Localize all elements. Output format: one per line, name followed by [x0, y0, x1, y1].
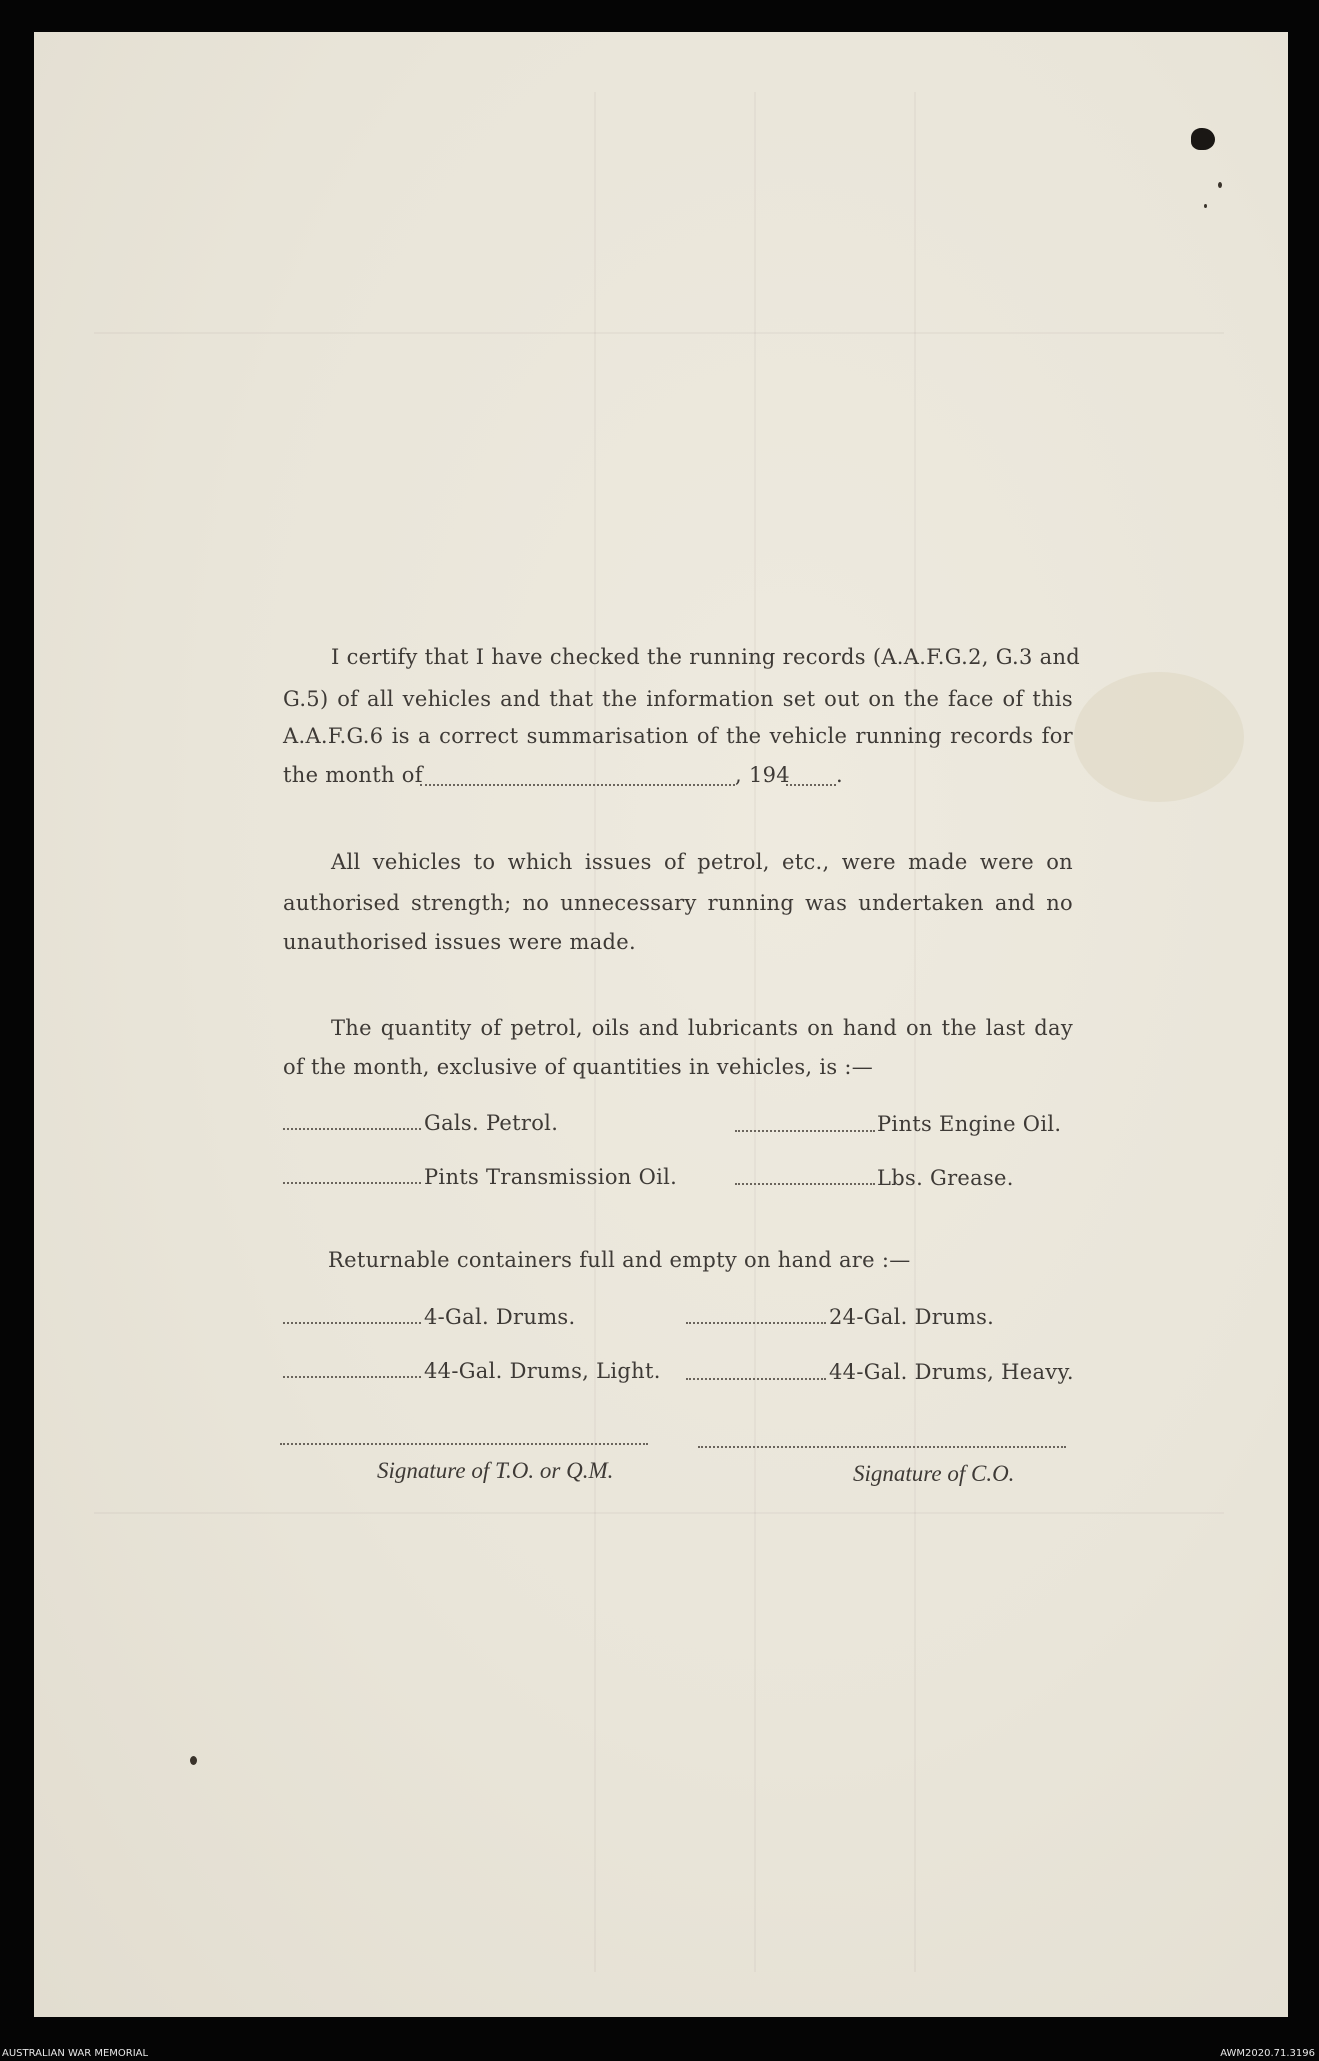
- signature-left-label: Signature of T.O. or Q.M.: [377, 1458, 614, 1483]
- certify-line-1: I certify that I have checked the running records (A.A.F.G.2, G.3 and: [331, 645, 1081, 669]
- drums-44-light-field[interactable]: [283, 1376, 421, 1378]
- quantity-line-1: The quantity of petrol, oils and lubricants on hand on the last day: [331, 1016, 1073, 1040]
- certify-line-3: A.A.F.G.6 is a correct summarisation of the vehicle running records for: [283, 724, 1073, 748]
- vehicles-line-2: authorised strength; no unnecessary running was undertaken and no: [283, 891, 1073, 915]
- year-field[interactable]: [786, 784, 836, 786]
- bleed-through-rule: [94, 332, 1224, 334]
- grease-field[interactable]: [735, 1183, 875, 1185]
- drums-24-field[interactable]: [686, 1322, 826, 1324]
- drums-44-heavy-field[interactable]: [686, 1378, 826, 1380]
- signature-right-label: Signature of C.O.: [853, 1461, 1015, 1486]
- certify-line-2: G.5) of all vehicles and that the information set out on the face of this: [283, 687, 1073, 711]
- punched-hole: [1191, 128, 1215, 150]
- signature-right-line[interactable]: [698, 1446, 1066, 1448]
- drums-4-label: 4-Gal. Drums.: [424, 1305, 576, 1329]
- paper-speck: [190, 1756, 197, 1765]
- drums-44-light-label: 44-Gal. Drums, Light.: [424, 1359, 661, 1383]
- grease-label: Lbs. Grease.: [877, 1166, 1014, 1190]
- paper-speck: [1204, 204, 1207, 208]
- containers-heading: Returnable containers full and empty on hand are :—: [328, 1248, 911, 1272]
- vehicles-line-3: unauthorised issues were made.: [283, 930, 636, 954]
- engine-oil-label: Pints Engine Oil.: [877, 1112, 1062, 1136]
- petrol-field[interactable]: [283, 1128, 421, 1130]
- month-label: the month of: [283, 763, 423, 787]
- transmission-oil-label: Pints Transmission Oil.: [424, 1165, 678, 1189]
- footer-accession-id: AWM2020.71.3196: [1220, 2048, 1315, 2059]
- footer-source: AUSTRALIAN WAR MEMORIAL: [2, 2048, 149, 2059]
- petrol-label: Gals. Petrol.: [424, 1111, 559, 1135]
- drums-24-label: 24-Gal. Drums.: [829, 1305, 995, 1329]
- vehicles-line-1: All vehicles to which issues of petrol, etc., were made were on: [331, 850, 1073, 874]
- paper-stain: [1074, 672, 1244, 802]
- transmission-oil-field[interactable]: [283, 1182, 421, 1184]
- month-field[interactable]: [420, 784, 735, 786]
- paper-speck: [1218, 182, 1222, 188]
- bleed-through-rule: [94, 1512, 1224, 1514]
- quantity-line-2: of the month, exclusive of quantities in vehicles, is :—: [283, 1055, 874, 1079]
- year-period: .: [836, 763, 843, 787]
- drums-4-field[interactable]: [283, 1322, 421, 1324]
- engine-oil-field[interactable]: [735, 1130, 875, 1132]
- year-label: , 194: [735, 763, 790, 787]
- drums-44-heavy-label: 44-Gal. Drums, Heavy.: [829, 1360, 1074, 1384]
- signature-left-line[interactable]: [280, 1443, 648, 1445]
